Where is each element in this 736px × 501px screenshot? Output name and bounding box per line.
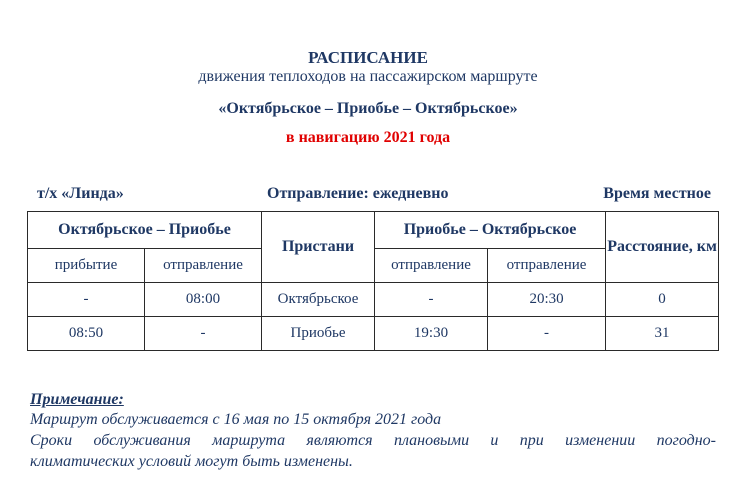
cell-arrival: 08:50 [28, 317, 145, 351]
header-priobe-octyabrskoe: Приобье – Октябрьское [375, 212, 606, 249]
cell-distance: 31 [606, 317, 719, 351]
cell-pier: Октябрьское [262, 283, 375, 317]
header-octyabrskoe-priobe: Октябрьское – Приобье [28, 212, 262, 249]
subheader-return-col1: отправление [375, 249, 488, 283]
note-title: Примечание: [30, 391, 124, 408]
departure-frequency: Отправление: ежедневно [267, 185, 449, 202]
cell-return-col2: - [488, 317, 606, 351]
header-piers: Пристани [262, 212, 375, 283]
season-label: в навигацию 2021 года [285, 129, 451, 146]
table-row [28, 283, 719, 317]
cell-return-col1: - [375, 283, 488, 317]
subheader-arrival: прибытие [28, 249, 145, 283]
note-line-1: Маршрут обслуживается с 16 мая по 15 октября 2021 года [30, 411, 442, 428]
table-row [28, 317, 719, 351]
header-distance: Расстояние, км [606, 212, 719, 283]
local-time-note: Время местное [603, 185, 711, 202]
table-header-row [28, 212, 719, 249]
note-line-3: климатических условий могут быть изменены. [30, 453, 353, 470]
cell-departure: 08:00 [145, 283, 262, 317]
cell-return-col2: 20:30 [488, 283, 606, 317]
note-line-2: Сроки обслуживания маршрута являются плановыми и при изменении погодно- [30, 432, 716, 449]
page-title: РАСПИСАНИЕ [308, 48, 428, 67]
subheader-return-col2: отправление [488, 249, 606, 283]
cell-return-col1: 19:30 [375, 317, 488, 351]
route-name: «Октябрьское – Приобье – Октябрьское» [218, 100, 518, 117]
cell-pier: Приобье [262, 317, 375, 351]
schedule-table [27, 211, 719, 351]
cell-arrival: - [28, 283, 145, 317]
ship-name: т/х «Линда» [37, 185, 124, 202]
cell-departure: - [145, 317, 262, 351]
page-subtitle: движения теплоходов на пассажирском маршруте [198, 68, 538, 85]
cell-distance: 0 [606, 283, 719, 317]
subheader-departure: отправление [145, 249, 262, 283]
